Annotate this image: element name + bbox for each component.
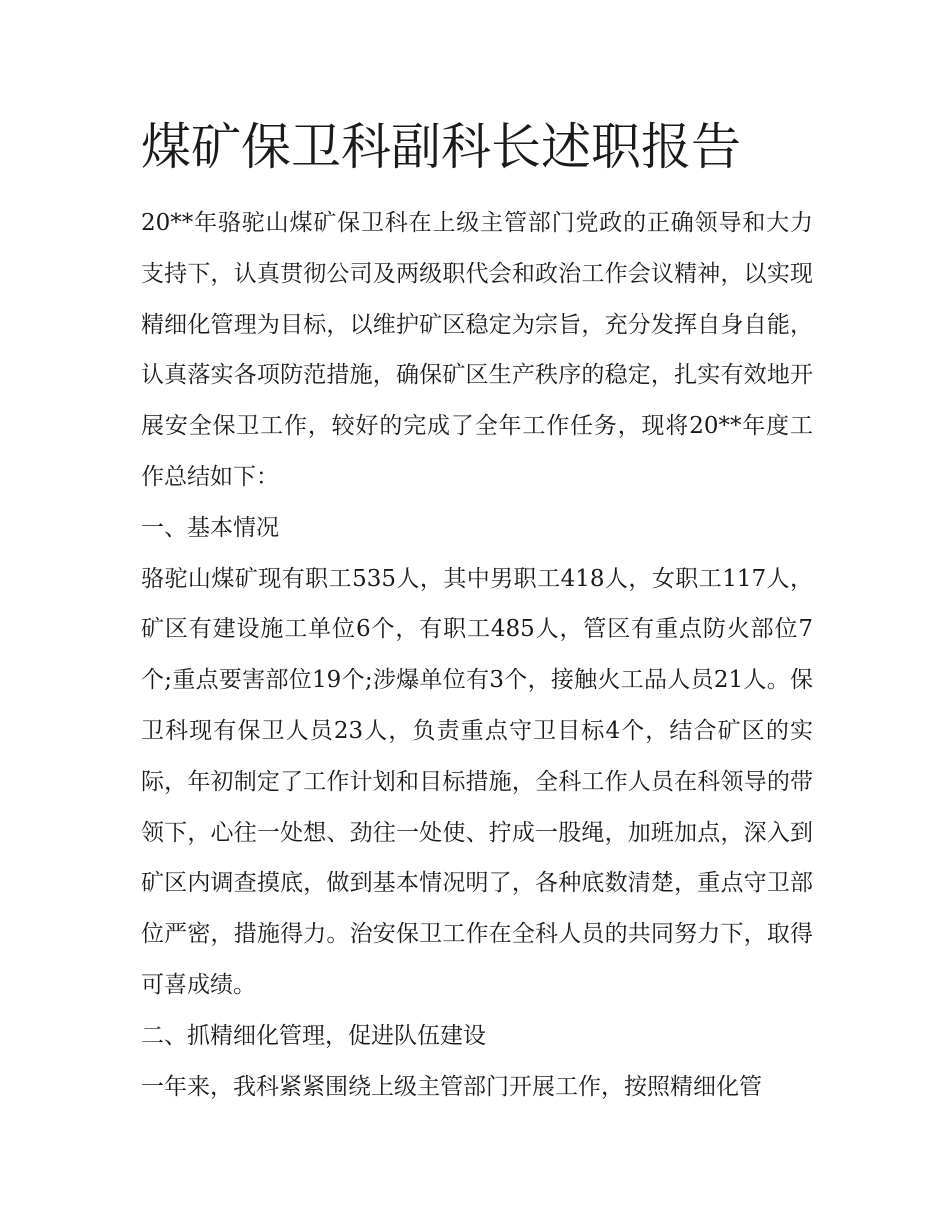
section-paragraph-basic-situation: 骆驼山煤矿现有职工535人，其中男职工418人，女职工117人，矿区有建设施工单位6个，有职工485人，管区有重点防火部位7个;重点要害部位19个;涉爆单位有3个，接触火工品人员21人。保卫科现有保卫人员23人，负责重点守卫目标4个，结合矿区的实际，年初制定了工作计划和目标措施，全科工作人员在科领导的带领下，心往一处想、劲往一处使、拧成一股绳，加班加点，深入到矿区内调查摸底，做到基本情况明了，各种底数清楚，重点守卫部位严密，措施得力。治安保卫工作在全科人员的共同努力下，取得可喜成绩。: [141, 565, 813, 998]
section-paragraph-refined-management: 一年来，我科紧紧围绕上级主管部门开展工作，按照精细化管: [141, 1073, 762, 1100]
intro-paragraph: 20**年骆驼山煤矿保卫科在上级主管部门党政的正确领导和大力支持下，认真贯彻公司及两级职代会和政治工作会议精神，以实现精细化管理为目标，以维护矿区稳定为宗旨，充分发挥自身自能，认真落实各项防范措施，确保矿区生产秩序的稳定，扎实有效地开展安全保卫工作，较好的完成了全年工作任务，现将20**年度工作总结如下：: [141, 210, 813, 490]
document-title: 煤矿保卫科副科长述职报告: [141, 118, 741, 176]
section-heading-refined-management: 二、抓精细化管理，促进队伍建设: [141, 1022, 486, 1049]
document-page: [141, 112, 813, 1112]
section-heading-basic-situation: 一、基本情况: [141, 514, 279, 541]
